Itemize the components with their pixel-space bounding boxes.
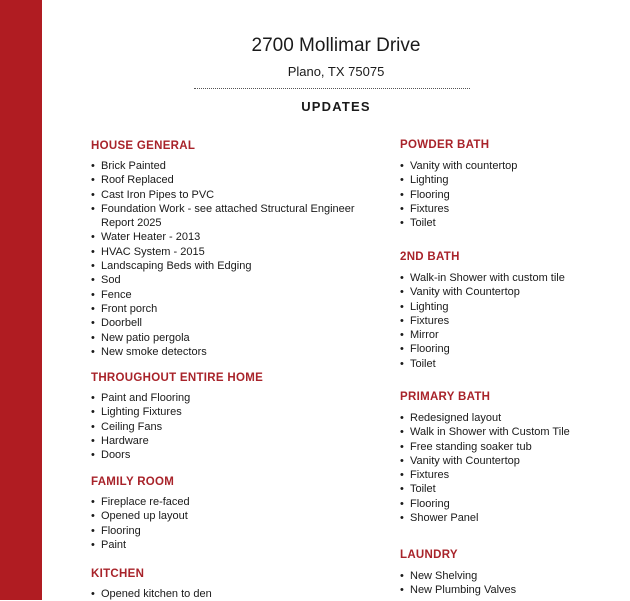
list-item: • Shower Panel xyxy=(400,511,625,525)
section-title: THROUGHOUT ENTIRE HOME xyxy=(91,372,264,384)
section-family-room xyxy=(91,475,386,552)
list-item: • Redesigned layout xyxy=(400,411,625,425)
list-item: • Doors xyxy=(91,448,386,462)
property-address: 2700 Mollimar Drive xyxy=(251,35,421,56)
list-item: • Ceiling Fans xyxy=(91,420,386,434)
list-item: • Lighting xyxy=(400,173,625,187)
section-list xyxy=(400,159,625,230)
list-item: • Flooring xyxy=(91,524,386,538)
list-item: • Vanity with Countertop xyxy=(400,285,625,299)
section-title: FAMILY ROOM xyxy=(91,476,175,488)
list-item: • Paint xyxy=(91,538,386,552)
section-list xyxy=(91,587,386,601)
list-item: • Free standing soaker tub xyxy=(400,440,625,454)
list-item: • Doorbell xyxy=(91,316,386,330)
section-throughout-entire-home xyxy=(91,371,386,462)
list-item: • Toilet xyxy=(400,482,625,496)
dotted-divider xyxy=(194,88,470,89)
list-item: • Front porch xyxy=(91,302,386,316)
list-item: • Vanity with countertop xyxy=(400,159,625,173)
list-item: • Fixtures xyxy=(400,468,625,482)
section-title: HOUSE GENERAL xyxy=(91,140,196,152)
list-item: • Flooring xyxy=(400,188,625,202)
list-item: • Vanity with Countertop xyxy=(400,454,625,468)
section-list xyxy=(91,495,386,552)
list-item: • Opened kitchen to den xyxy=(91,587,386,601)
list-item: • Cast Iron Pipes to PVC xyxy=(91,188,386,202)
section-list xyxy=(91,391,386,462)
property-city: Plano, TX 75075 xyxy=(287,64,385,79)
list-item: • Walk-in Shower with custom tile xyxy=(400,271,625,285)
section-title: KITCHEN xyxy=(91,568,145,580)
section-title: POWDER BATH xyxy=(400,139,490,151)
section-list xyxy=(91,159,386,359)
list-item: • Opened up layout xyxy=(91,509,386,523)
section-powder-bath xyxy=(400,138,625,230)
list-item: • New patio pergola xyxy=(91,331,386,345)
section-2nd-bath xyxy=(400,250,625,371)
list-item: • Walk in Shower with Custom Tile xyxy=(400,425,625,439)
updates-heading: UPDATES xyxy=(301,99,371,114)
section-title: PRIMARY BATH xyxy=(400,391,491,403)
list-item: • Fireplace re-faced xyxy=(91,495,386,509)
section-list xyxy=(400,411,625,525)
list-item: • Water Heater - 2013 xyxy=(91,230,386,244)
list-item: • Fixtures xyxy=(400,314,625,328)
list-item: • Sod xyxy=(91,273,386,287)
list-item: • Toilet xyxy=(400,216,625,230)
section-kitchen xyxy=(91,567,386,601)
list-item: • New smoke detectors xyxy=(91,345,386,359)
list-item: • New Shelving xyxy=(400,569,625,583)
list-item: • Lighting Fixtures xyxy=(91,405,386,419)
section-title: LAUNDRY xyxy=(400,549,458,561)
list-item: • HVAC System - 2015 xyxy=(91,245,386,259)
left-accent-bar xyxy=(0,0,42,600)
list-item: • Foundation Work - see attached Structural Engineer Report 2025 xyxy=(91,202,386,231)
list-item: • Flooring xyxy=(400,342,625,356)
section-primary-bath xyxy=(400,390,625,525)
list-item: • Brick Painted xyxy=(91,159,386,173)
section-title: 2ND BATH xyxy=(400,251,460,263)
list-item: • Roof Replaced xyxy=(91,173,386,187)
list-item: • Fence xyxy=(91,288,386,302)
list-item: • Landscaping Beds with Edging xyxy=(91,259,386,273)
section-laundry xyxy=(400,548,625,598)
list-item: • Toilet xyxy=(400,357,625,371)
list-item: • Paint and Flooring xyxy=(91,391,386,405)
list-item: • Flooring xyxy=(400,497,625,511)
section-list xyxy=(400,271,625,371)
list-item: • New Plumbing Valves xyxy=(400,583,625,597)
section-house-general xyxy=(91,139,386,359)
list-item: • Fixtures xyxy=(400,202,625,216)
list-item: • Lighting xyxy=(400,300,625,314)
list-item: • Mirror xyxy=(400,328,625,342)
section-list xyxy=(400,569,625,598)
list-item: • Hardware xyxy=(91,434,386,448)
